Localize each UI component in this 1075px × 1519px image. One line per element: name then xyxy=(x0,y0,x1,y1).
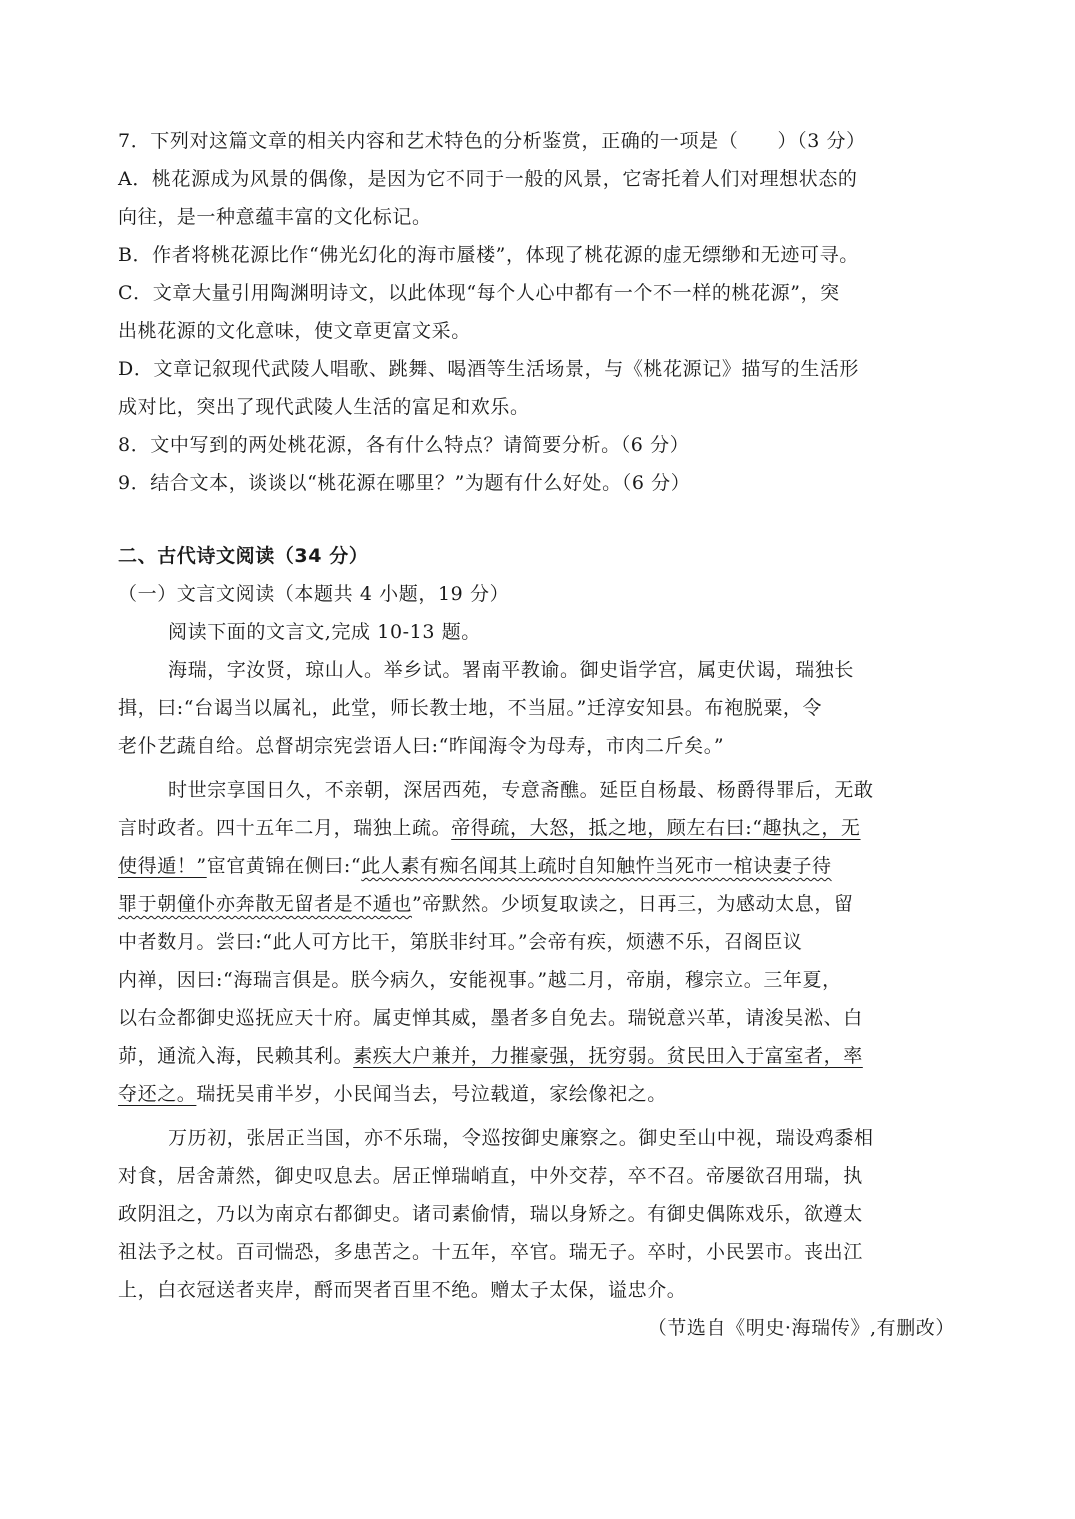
reading-instruction: 阅读下面的文言文,完成 10-13 题。 xyxy=(168,621,481,643)
passage-p1-line1: 海瑞，字汝贤，琼山人。举乡试。署南平教谕。御史诣学宫，属吏伏谒，瑞独长 xyxy=(168,659,855,681)
passage-text: 宦官黄锦在侧曰:“ xyxy=(206,855,362,877)
passage-p3-line4: 祖法予之杖。百司惴恐，多患苦之。十五年，卒官。瑞无子。卒时，小民罢市。丧出江 xyxy=(118,1241,863,1263)
passage-text: ”帝默然。少顷复取读之，日再三，为感动太息，留 xyxy=(412,893,854,915)
subsection-heading: （一）文言文阅读（本题共 4 小题，19 分） xyxy=(118,583,510,605)
passage-p1-line2: 揖，曰:“台谒当以属礼，此堂，师长教士地，不当屈。”迁淳安知县。布袍脱粟，令 xyxy=(118,697,823,719)
passage-p2-line4 xyxy=(118,891,963,917)
passage-p1-line3: 老仆艺蔬自给。总督胡宗宪尝语人曰:“昨闻海令为母寿，市肉二斤矣。” xyxy=(118,735,725,757)
underlined-sentence: 素疾大户兼并，力摧豪强，抚穷弱。贫民田入于富室者，率 xyxy=(353,1045,863,1067)
passage-p3-line1: 万历初，张居正当国，亦不乐瑞，令巡按御史廉察之。御史至山中视，瑞设鸡黍相 xyxy=(168,1127,874,1149)
passage-p2-line9 xyxy=(118,1081,963,1107)
passage-p3-line2: 对食，居舍萧然，御史叹息去。居正惮瑞峭直，中外交荐，卒不召。帝屡欲召用瑞，执 xyxy=(118,1165,863,1187)
underlined-sentence: 使得遁！” xyxy=(118,855,207,877)
passage-p2-line6: 内禅，因曰:“海瑞言俱是。朕今病久，安能视事。”越二月，帝崩，穆宗立。三年夏， xyxy=(118,969,842,991)
question-7-option-c: C．文章大量引用陶渊明诗文，以此体现“每个人心中都有一个不一样的桃花源”，突 xyxy=(118,282,840,304)
question-8: 8．文中写到的两处桃花源，各有什么特点？请简要分析。（6 分） xyxy=(118,434,690,456)
passage-p2-line8 xyxy=(118,1043,963,1069)
passage-p2-line7: 以右佥都御史巡抚应天十府。属吏惮其威，墨者多自免去。瑞锐意兴革，请浚吴淞、白 xyxy=(118,1007,863,1029)
question-7-option-b: B．作者将桃花源比作“佛光幻化的海市蜃楼”，体现了桃花源的虚无缥缈和无迹可寻。 xyxy=(118,244,859,266)
passage-p3-line5: 上，白衣冠送者夹岸，酹而哭者百里不绝。赠太子太保，谥忠介。 xyxy=(118,1279,687,1301)
question-7-option-a: A．桃花源成为风景的偶像，是因为它不同于一般的风景，它寄托着人们对理想状态的 xyxy=(118,168,858,190)
passage-source: （节选自《明史·海瑞传》,有删改） xyxy=(647,1317,955,1339)
wavy-underlined-punctuation-task: 罪于朝僮仆亦奔散无留者是不遁也 xyxy=(118,893,413,915)
passage-p3-line3: 政阴沮之，乃以为南京右都御史。诸司素偷情，瑞以身矫之。有御史偶陈戏乐，欲遵太 xyxy=(118,1203,863,1225)
passage-p2-line2 xyxy=(118,815,963,841)
section-heading: 二、古代诗文阅读（34 分） xyxy=(118,545,369,567)
question-7-option-c-cont: 出桃花源的文化意味，使文章更富文采。 xyxy=(118,320,471,342)
underlined-sentence: 帝得疏，大怒，抵之地，顾左右曰:“趣执之，无 xyxy=(451,817,861,839)
wavy-underlined-punctuation-task: 此人素有痴名闻其上疏时自知触忤当死市一棺诀妻子待 xyxy=(361,855,832,877)
question-7-option-d: D．文章记叙现代武陵人唱歌、跳舞、喝酒等生活场景，与《桃花源记》描写的生活形 xyxy=(118,358,860,380)
passage-text: 言时政者。四十五年二月，瑞独上疏。 xyxy=(118,817,452,839)
question-7-option-a-cont: 向往，是一种意蕴丰富的文化标记。 xyxy=(118,206,432,228)
question-9: 9．结合文本，谈谈以“桃花源在哪里？”为题有什么好处。（6 分） xyxy=(118,472,691,494)
passage-text: 茆，通流入海，民赖其利。 xyxy=(118,1045,354,1067)
passage-p2-line1: 时世宗享国日久，不亲朝，深居西苑，专意斋醮。延臣自杨最、杨爵得罪后，无敢 xyxy=(168,779,874,801)
passage-p2-line5: 中者数月。尝曰:“此人可方比干，第朕非纣耳。”会帝有疾，烦懑不乐，召阁臣议 xyxy=(118,931,803,953)
question-7-stem: 7．下列对这篇文章的相关内容和艺术特色的分析鉴赏，正确的一项是（ ）（3 分） xyxy=(118,130,866,152)
underlined-sentence: 夺还之。 xyxy=(118,1083,197,1105)
passage-text: 瑞抚吴甫半岁，小民闻当去，号泣载道，家绘像祀之。 xyxy=(196,1083,667,1105)
question-7-option-d-cont: 成对比，突出了现代武陵人生活的富足和欢乐。 xyxy=(118,396,530,418)
passage-p2-line3 xyxy=(118,853,963,879)
